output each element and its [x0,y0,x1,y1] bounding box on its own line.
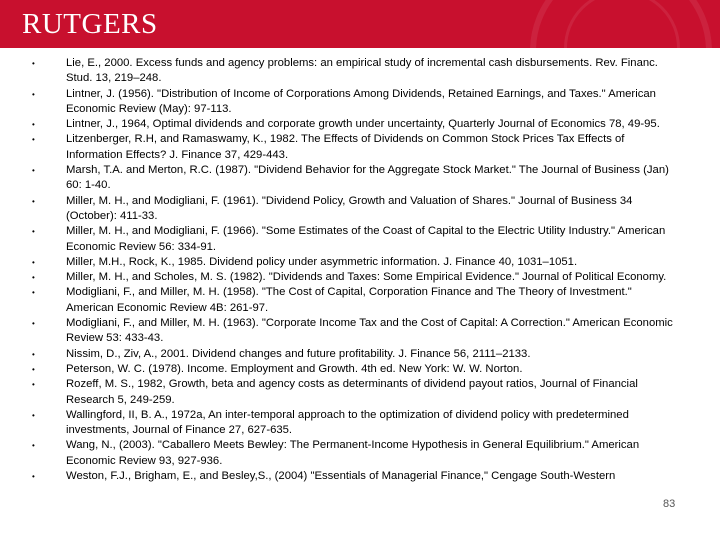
bullet-icon: • [32,227,35,237]
reference-item [28,469,673,484]
reference-item [28,163,673,194]
reference-item [28,56,673,87]
reference-item [28,316,673,347]
reference-item [28,347,673,362]
reference-item [28,408,673,439]
bullet-icon: • [32,410,35,420]
rutgers-logo: RUTGERS [22,8,158,40]
reference-text: Modigliani, F., and Miller, M. H. (1963). "Corporate Income Tax and the Cost of Capital: A Correction." American Economic Review 53: 433-43. [66,317,673,345]
reference-item [28,255,673,270]
reference-item [28,438,673,469]
bullet-icon: • [32,135,35,145]
reference-item [28,224,673,255]
bullet-icon: • [32,166,35,176]
reference-item [28,132,673,163]
reference-text: Peterson, W. C. (1978). Income. Employment and Growth. 4th ed. New York: W. W. Norton. [66,362,523,375]
bullet-icon: • [32,273,35,283]
reference-text: Lie, E., 2000. Excess funds and agency problems: an empirical study of incremental cash disbursements. Rev. Financ. Stud. 13, 219–248. [66,57,658,85]
reference-item [28,377,673,408]
reference-text: Wang, N., (2003). "Caballero Meets Bewley: The Permanent-Income Hypothesis in General Equilibrium." American Economic Review 93, 927-936. [66,439,640,467]
reference-text: Wallingford, II, B. A., 1972a, An inter-temporal approach to the optimization of dividend policy with predetermined investments, Journal of Finance 27, 627-635. [66,408,629,437]
reference-text: Miller, M. H., and Scholes, M. S. (1982). "Dividends and Taxes: Some Empirical Evidence." Journal of Political Economy. [66,271,667,284]
page-number: 83 [663,498,676,510]
reference-item [28,194,673,225]
reference-text: Litzenberger, R.H, and Ramaswamy, K., 1982. The Effects of Dividends on Common Stock Prices Tax Effects of Information Effects? J. Finance 37, 429-443. [66,133,625,161]
bullet-icon: • [32,257,35,267]
bullet-icon: • [32,59,35,68]
reference-text: Miller, M. H., and Modigliani, F. (1966). "Some Estimates of the Coast of Capital to the Electric Utility Industry." American Economic Review 56: 334-91. [66,225,666,253]
reference-text: Miller, M. H., and Modigliani, F. (1961). "Dividend Policy, Growth and Valuation of Shares." Journal of Business 34 (October): 411-33. [66,194,633,222]
reference-item [28,362,673,377]
header-banner [0,0,720,48]
bullet-icon: • [32,364,35,374]
reference-item [28,87,673,118]
bullet-icon: • [32,120,35,130]
bullet-icon: • [32,319,35,329]
reference-item [28,285,673,316]
reference-text: Miller, M.H., Rock, K., 1985. Dividend policy under asymmetric information. J. Finance 40, 1031–1051. [66,255,578,268]
reference-text: Lintner, J. (1956). "Distribution of Income of Corporations Among Dividends, Retained Earnings, and Taxes." American Economic Review (May): 97-113. [66,87,656,115]
bullet-icon: • [32,441,35,451]
reference-text: Marsh, T.A. and Merton, R.C. (1987). "Dividend Behavior for the Aggregate Stock Market." The Journal of Business (Jan) 60: 1-40. [66,164,669,192]
reference-item [28,270,673,285]
bullet-icon: • [32,472,35,482]
bullet-icon: • [32,349,35,359]
bullet-icon: • [32,196,35,206]
bullet-icon: • [32,288,35,298]
reference-item [28,117,673,132]
reference-list [28,56,673,484]
seal-watermark-inner [564,0,680,48]
reference-text: Modigliani, F., and Miller, M. H. (1958). "The Cost of Capital, Corporation Finance and The Theory of Investment." American Economic Review 4B: 261-97. [66,286,632,314]
bullet-icon: • [32,380,35,390]
reference-text: Lintner, J., 1964, Optimal dividends and corporate growth under uncertainty, Quarterly Journal of Economics 78, 49-95. [66,118,660,131]
reference-text: Rozeff, M. S., 1982, Growth, beta and agency costs as determinants of dividend payout ratios, Journal of Financial Research 5, 249-259. [66,378,638,406]
reference-text: Weston, F.J., Brigham, E., and Besley,S., (2004) "Essentials of Managerial Finance," Cengage South-Western [66,470,616,483]
reference-text: Nissim, D., Ziv, A., 2001. Dividend changes and future profitability. J. Finance 56, 2111–2133. [66,347,531,360]
bullet-icon: • [32,89,35,99]
